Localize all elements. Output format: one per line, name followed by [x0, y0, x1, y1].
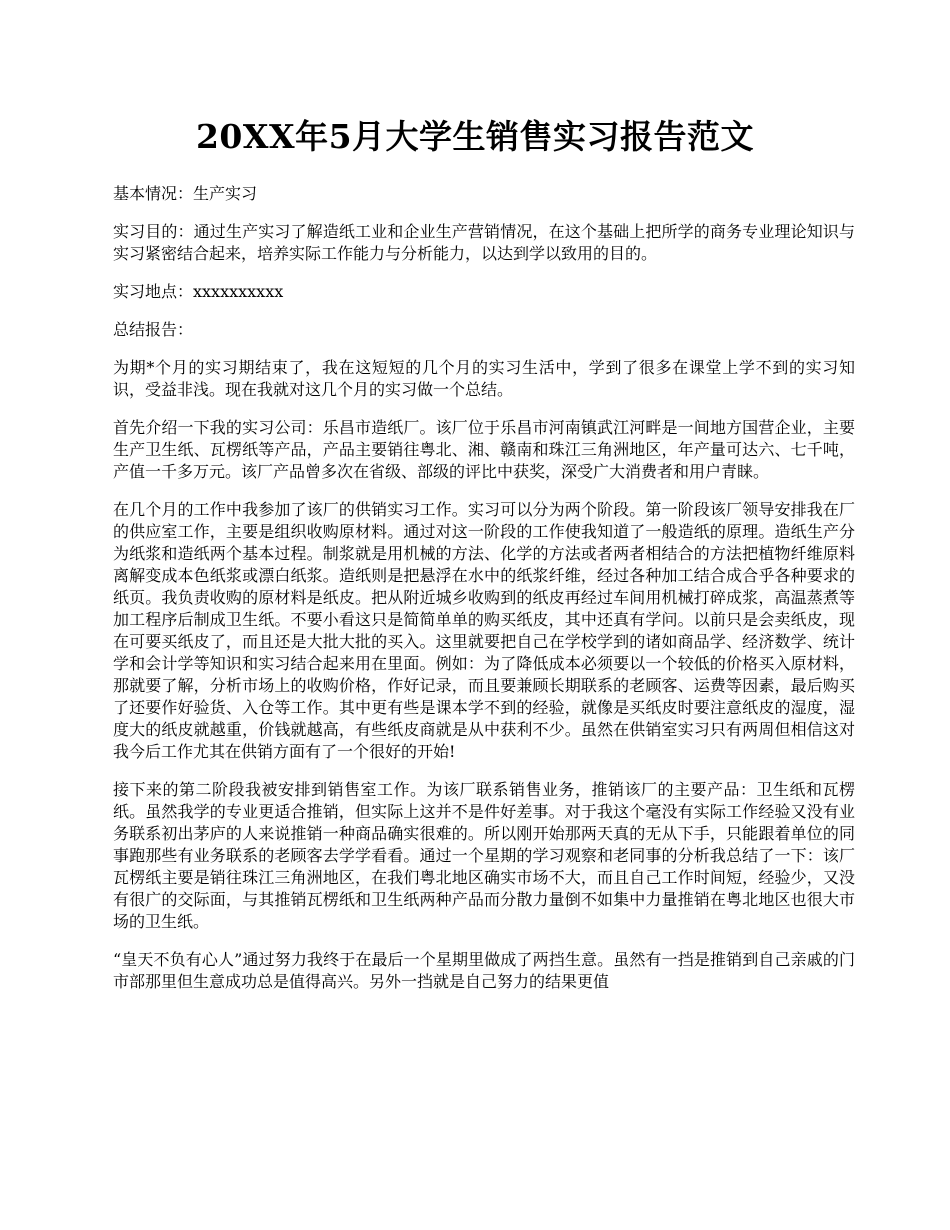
paragraph-stage-two: 接下来的第二阶段我被安排到销售室工作。为该厂联系销售业务，推销该厂的主要产品：卫生纸和瓦楞纸。虽然我学的专业更适合推销，但实际上这并不是件好差事。对于我这个毫没有实际工作经验又没有业务联系初出茅庐的人来说推销一种商品确实很难的。所以刚开始那两天真的无从下手，只能跟着单位的同事跑那些有业务联系的老顾客去学学看看。通过一个星期的学习观察和老同事的分析我总结了一下：该厂瓦楞纸主要是销往珠江三角洲地区，在我们粤北地区确实市场不大，而且自己工作时间短，经验少，又没有很广的交际面，与其推销瓦楞纸和卫生纸两种产品而分散力量倒不如集中力量推销在粤北地区也很大市场的卫生纸。: [113, 780, 855, 931]
document-title: 20XX年5月大学生销售实习报告范文: [195, 117, 755, 156]
document-body: [113, 183, 855, 1009]
paragraph-intro: 为期*个月的实习期结束了，我在这短短的几个月的实习生活中，学到了很多在课堂上学不到的实习知识，受益非浅。现在我就对这几个月的实习做一个总结。: [113, 358, 855, 399]
paragraph-result: “皇天不负有心人”通过努力我终于在最后一个星期里做成了两挡生意。虽然有一挡是推销到自己亲戚的门市部那里但生意成功总是值得高兴。另外一挡就是自己努力的结果更值: [113, 950, 855, 991]
paragraph-company: 首先介绍一下我的实习公司：乐昌市造纸厂。该厂位于乐昌市河南镇武江河畔是一间地方国营企业，主要生产卫生纸、瓦楞纸等产品，产品主要销往粤北、湘、赣南和珠江三角洲地区，年产量可达六、七千吨，产值一千多万元。该厂产品曾多次在省级、部级的评比中获奖，深受广大消费者和用户青睐。: [113, 418, 855, 481]
paragraph-basic-info: 基本情况：生产实习: [113, 184, 258, 203]
paragraph-location: 实习地点：xxxxxxxxxx: [113, 282, 284, 301]
paragraph-stage-one: 在几个月的工作中我参加了该厂的供销实习工作。实习可以分为两个阶段。第一阶段该厂领导安排我在厂的供应室工作，主要是组织收购原材料。通过对这一阶段的工作使我知道了一般造纸的原理。造纸生产分为纸浆和造纸两个基本过程。制浆就是用机械的方法、化学的方法或者两者相结合的方法把植物纤维原料离解变成本色纸浆或漂白纸浆。造纸则是把悬浮在水中的纸浆纤维，经过各种加工结合成合乎各种要求的纸页。我负责收购的原材料是纸皮。把从附近城乡收购到的纸皮再经过车间用机械打碎成浆，高温蒸煮等加工程序后制成卫生纸。不要小看这只是简简单单的购买纸皮，其中还真有学问。以前只是会卖纸皮，现在可要买纸皮了，而且还是大批大批的买入。这里就要把自己在学校学到的诸如商品学、经济数学、统计学和会计学等知识和实习结合起来用在里面。例如：为了降低成本必须要以一个较低的价格买入原材料，那就要了解，分析市场上的收购价格，作好记录，而且要兼顾长期联系的老顾客、运费等因素，最后购买了还要作好验货、入仓等工作。其中更有些是课本学不到的经验，就像是买纸皮时要注意纸皮的湿度，湿度大的纸皮就越重，价钱就越高，有些纸皮商就是从中获利不少。虽然在供销室实习只有两周但相信这对我今后工作尤其在供销方面有了一个很好的开始!: [113, 500, 855, 761]
paragraph-purpose: 实习目的：通过生产实习了解造纸工业和企业生产营销情况，在这个基础上把所学的商务专业理论知识与实习紧密结合起来，培养实际工作能力与分析能力，以达到学以致用的目的。: [113, 222, 855, 263]
paragraph-summary-heading: 总结报告：: [113, 320, 194, 339]
